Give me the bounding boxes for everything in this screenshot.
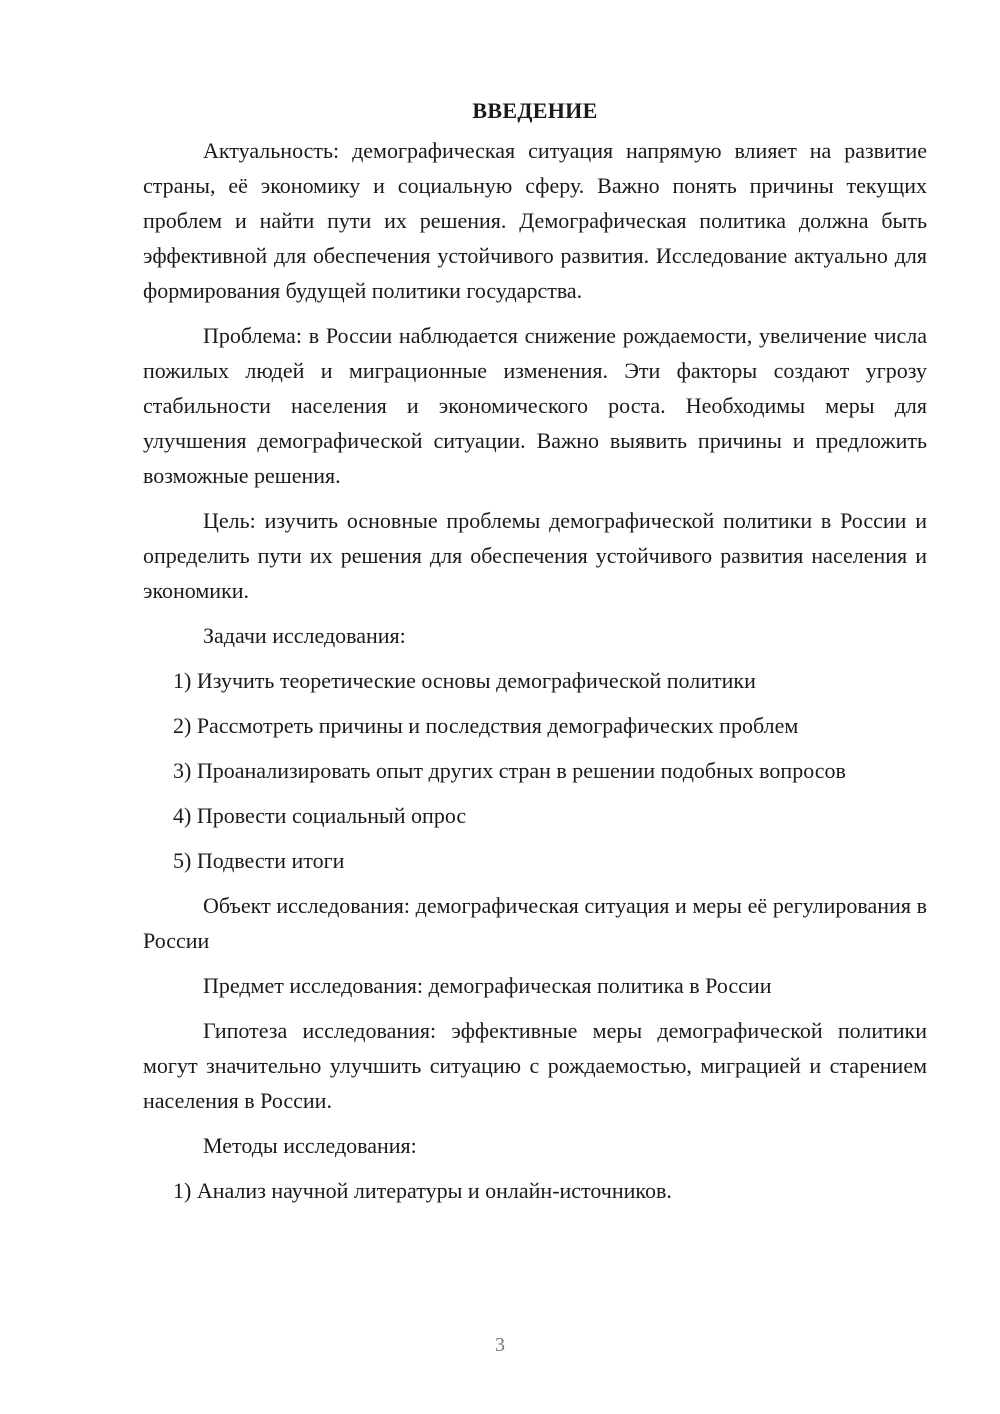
- hypothesis-paragraph: Гипотеза исследования: эффективные меры демографической политики могут значительно улучшить ситуацию с рождаемостью, миграцией и старением населения в России.: [143, 1018, 927, 1113]
- task-item-1: 1) Изучить теоретические основы демографической политики: [173, 668, 756, 693]
- task-item-3: 3) Проанализировать опыт других стран в решении подобных вопросов: [173, 758, 846, 783]
- goal-paragraph: Цель: изучить основные проблемы демографической политики в России и определить пути их решения для обеспечения устойчивого развития населения и экономики.: [143, 508, 927, 603]
- methods-heading: Методы исследования:: [203, 1133, 417, 1158]
- task-item-2: 2) Рассмотреть причины и последствия демографических проблем: [173, 713, 799, 738]
- page-number: 3: [495, 1334, 505, 1356]
- document-page: [143, 95, 927, 1218]
- task-item-4: 4) Провести социальный опрос: [173, 803, 467, 828]
- method-item-1: 1) Анализ научной литературы и онлайн-источников.: [173, 1178, 672, 1203]
- section-title: ВВЕДЕНИЕ: [472, 98, 598, 123]
- relevance-paragraph: Актуальность: демографическая ситуация напрямую влияет на развитие страны, её экономику и социальную сферу. Важно понять причины текущих проблем и найти пути их решения. Демографическая политика должна быть эффективной для обеспечения устойчивого развития. Исследование актуально для формирования будущей политики государства.: [143, 138, 927, 303]
- problem-paragraph: Проблема: в России наблюдается снижение рождаемости, увеличение числа пожилых людей и миграционные изменения. Эти факторы создают угрозу стабильности населения и экономического роста. Необходимы меры для улучшения демографической ситуации. Важно выявить причины и предложить возможные решения.: [143, 323, 927, 488]
- subject-paragraph: Предмет исследования: демографическая политика в России: [203, 973, 772, 998]
- task-item-5: 5) Подвести итоги: [173, 848, 345, 873]
- tasks-heading: Задачи исследования:: [203, 623, 406, 648]
- object-paragraph: Объект исследования: демографическая ситуация и меры её регулирования в России: [143, 893, 927, 953]
